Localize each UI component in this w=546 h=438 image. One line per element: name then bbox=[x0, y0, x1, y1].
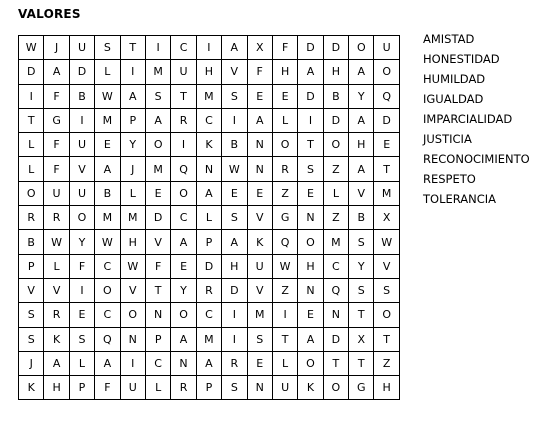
grid-cell[interactable]: E bbox=[69, 303, 94, 327]
page-title: VALORES bbox=[18, 7, 81, 21]
grid-row bbox=[19, 181, 400, 205]
grid-cell[interactable]: E bbox=[247, 181, 272, 205]
grid-cell[interactable]: I bbox=[196, 36, 221, 60]
grid-cell[interactable]: T bbox=[298, 133, 323, 157]
grid-cell[interactable]: Z bbox=[323, 157, 348, 181]
grid-cell[interactable]: N bbox=[196, 157, 221, 181]
grid-cell[interactable]: N bbox=[247, 376, 272, 400]
grid-cell[interactable]: S bbox=[19, 327, 44, 351]
grid-cell[interactable]: A bbox=[349, 60, 374, 84]
grid-cell[interactable]: K bbox=[196, 133, 221, 157]
grid-cell[interactable]: W bbox=[120, 254, 145, 278]
grid-row bbox=[19, 351, 400, 375]
grid-row bbox=[19, 327, 400, 351]
grid-cell[interactable]: I bbox=[145, 36, 170, 60]
grid-cell[interactable]: I bbox=[19, 84, 44, 108]
grid-cell[interactable]: S bbox=[95, 36, 120, 60]
grid-cell[interactable]: Z bbox=[272, 181, 297, 205]
grid-cell[interactable]: L bbox=[145, 376, 170, 400]
grid-cell[interactable]: F bbox=[44, 133, 69, 157]
grid-cell[interactable]: A bbox=[298, 60, 323, 84]
grid-cell[interactable]: H bbox=[374, 376, 399, 400]
grid-cell[interactable]: L bbox=[19, 157, 44, 181]
grid-cell[interactable]: M bbox=[145, 157, 170, 181]
grid-cell[interactable]: A bbox=[120, 84, 145, 108]
grid-cell[interactable]: G bbox=[272, 206, 297, 230]
grid-cell[interactable]: U bbox=[120, 376, 145, 400]
grid-cell[interactable]: S bbox=[374, 278, 399, 302]
grid-cell[interactable]: O bbox=[171, 303, 196, 327]
grid-cell[interactable]: D bbox=[298, 84, 323, 108]
grid-row bbox=[19, 108, 400, 132]
grid-cell[interactable]: L bbox=[196, 206, 221, 230]
grid-cell[interactable]: C bbox=[171, 36, 196, 60]
grid-cell[interactable]: A bbox=[171, 230, 196, 254]
grid-cell[interactable]: M bbox=[95, 206, 120, 230]
grid-cell[interactable]: Q bbox=[272, 230, 297, 254]
grid-cell[interactable]: U bbox=[69, 181, 94, 205]
grid-cell[interactable]: F bbox=[44, 157, 69, 181]
grid-cell[interactable]: Z bbox=[323, 206, 348, 230]
grid-cell[interactable]: Q bbox=[323, 278, 348, 302]
grid-cell[interactable]: M bbox=[145, 60, 170, 84]
grid-cell[interactable]: E bbox=[171, 254, 196, 278]
grid-cell[interactable]: U bbox=[44, 181, 69, 205]
grid-cell[interactable]: D bbox=[323, 327, 348, 351]
grid-cell[interactable]: Y bbox=[69, 230, 94, 254]
grid-cell[interactable]: G bbox=[44, 108, 69, 132]
grid-cell[interactable]: K bbox=[44, 327, 69, 351]
grid-cell[interactable]: B bbox=[349, 206, 374, 230]
grid-cell[interactable]: V bbox=[44, 278, 69, 302]
grid-cell[interactable]: P bbox=[69, 376, 94, 400]
grid-cell[interactable]: V bbox=[120, 278, 145, 302]
grid-cell[interactable]: U bbox=[272, 376, 297, 400]
grid-cell[interactable]: A bbox=[349, 157, 374, 181]
grid-cell[interactable]: L bbox=[19, 133, 44, 157]
grid-cell[interactable]: C bbox=[145, 351, 170, 375]
grid-row bbox=[19, 303, 400, 327]
grid-cell[interactable]: T bbox=[349, 303, 374, 327]
grid-cell[interactable]: X bbox=[374, 206, 399, 230]
grid-cell[interactable]: A bbox=[247, 108, 272, 132]
grid-cell[interactable]: I bbox=[120, 60, 145, 84]
grid-cell[interactable]: V bbox=[222, 60, 247, 84]
grid-cell[interactable]: H bbox=[323, 60, 348, 84]
grid-cell[interactable]: P bbox=[196, 230, 221, 254]
grid-row bbox=[19, 157, 400, 181]
grid-cell[interactable]: T bbox=[120, 36, 145, 60]
grid-cell[interactable]: N bbox=[298, 206, 323, 230]
grid-cell[interactable]: X bbox=[349, 327, 374, 351]
grid-cell[interactable]: H bbox=[298, 254, 323, 278]
grid-cell[interactable]: A bbox=[44, 60, 69, 84]
grid-cell[interactable]: E bbox=[95, 133, 120, 157]
grid-cell[interactable]: L bbox=[95, 60, 120, 84]
grid-cell[interactable]: O bbox=[95, 278, 120, 302]
grid-cell[interactable]: V bbox=[69, 157, 94, 181]
grid-cell[interactable]: O bbox=[349, 36, 374, 60]
grid-cell[interactable]: E bbox=[247, 351, 272, 375]
grid-cell[interactable]: I bbox=[222, 108, 247, 132]
grid-cell[interactable]: B bbox=[19, 230, 44, 254]
grid-cell[interactable]: W bbox=[19, 36, 44, 60]
grid-cell[interactable]: O bbox=[374, 60, 399, 84]
grid-cell[interactable]: M bbox=[196, 327, 221, 351]
grid-cell[interactable]: P bbox=[19, 254, 44, 278]
grid-cell[interactable]: S bbox=[349, 230, 374, 254]
grid-cell[interactable]: J bbox=[44, 36, 69, 60]
word-search-grid bbox=[18, 35, 400, 400]
grid-cell[interactable]: W bbox=[44, 230, 69, 254]
grid-row bbox=[19, 36, 400, 60]
grid-cell[interactable]: N bbox=[247, 157, 272, 181]
grid-cell[interactable]: I bbox=[298, 108, 323, 132]
grid-cell[interactable]: N bbox=[171, 351, 196, 375]
grid-cell[interactable]: E bbox=[222, 181, 247, 205]
grid-cell[interactable]: U bbox=[69, 133, 94, 157]
grid-cell[interactable]: I bbox=[120, 351, 145, 375]
grid-cell[interactable]: N bbox=[323, 303, 348, 327]
grid-cell[interactable]: I bbox=[69, 108, 94, 132]
grid-cell[interactable]: B bbox=[323, 84, 348, 108]
grid-cell[interactable]: D bbox=[323, 36, 348, 60]
grid-cell[interactable]: D bbox=[374, 108, 399, 132]
grid-cell[interactable]: Q bbox=[171, 157, 196, 181]
grid-cell[interactable]: T bbox=[323, 351, 348, 375]
grid-cell[interactable]: S bbox=[145, 84, 170, 108]
grid-cell[interactable]: S bbox=[222, 206, 247, 230]
grid-cell[interactable]: S bbox=[349, 278, 374, 302]
grid-cell[interactable]: L bbox=[272, 108, 297, 132]
grid-cell[interactable]: T bbox=[349, 351, 374, 375]
grid-cell[interactable]: I bbox=[222, 327, 247, 351]
grid-cell[interactable]: I bbox=[171, 133, 196, 157]
grid-cell[interactable]: B bbox=[69, 84, 94, 108]
grid-cell[interactable]: V bbox=[349, 181, 374, 205]
grid-cell[interactable]: L bbox=[272, 351, 297, 375]
grid-cell[interactable]: X bbox=[247, 36, 272, 60]
grid-cell[interactable]: W bbox=[374, 230, 399, 254]
grid-cell[interactable]: Y bbox=[171, 278, 196, 302]
grid-cell[interactable]: S bbox=[298, 157, 323, 181]
word-list-item: RESPETO bbox=[423, 172, 476, 186]
grid-cell[interactable]: R bbox=[44, 303, 69, 327]
word-list-item: IGUALDAD bbox=[423, 92, 484, 106]
grid-row bbox=[19, 230, 400, 254]
grid-cell[interactable]: A bbox=[349, 108, 374, 132]
grid-cell[interactable]: N bbox=[298, 278, 323, 302]
grid-cell[interactable]: T bbox=[19, 108, 44, 132]
grid-cell[interactable]: P bbox=[196, 376, 221, 400]
grid-cell[interactable]: G bbox=[349, 376, 374, 400]
grid-cell[interactable]: Z bbox=[272, 278, 297, 302]
grid-cell[interactable]: L bbox=[323, 181, 348, 205]
grid-cell[interactable]: O bbox=[323, 133, 348, 157]
grid-cell[interactable]: Y bbox=[349, 84, 374, 108]
grid-cell[interactable]: Z bbox=[374, 351, 399, 375]
grid-cell[interactable]: D bbox=[145, 206, 170, 230]
grid-cell[interactable]: F bbox=[69, 254, 94, 278]
grid-cell[interactable]: I bbox=[69, 278, 94, 302]
grid-row bbox=[19, 60, 400, 84]
grid-cell[interactable]: Y bbox=[120, 133, 145, 157]
grid-cell[interactable]: V bbox=[374, 254, 399, 278]
grid-cell[interactable]: V bbox=[145, 230, 170, 254]
word-list-item: JUSTICIA bbox=[423, 132, 472, 146]
word-list-item: HONESTIDAD bbox=[423, 52, 500, 66]
grid-row bbox=[19, 278, 400, 302]
grid-cell[interactable]: D bbox=[323, 108, 348, 132]
grid-cell[interactable]: R bbox=[44, 206, 69, 230]
grid-cell[interactable]: U bbox=[69, 36, 94, 60]
grid-cell[interactable]: B bbox=[222, 133, 247, 157]
grid-cell[interactable]: H bbox=[222, 254, 247, 278]
grid-cell[interactable]: K bbox=[19, 376, 44, 400]
grid-cell[interactable]: H bbox=[272, 60, 297, 84]
grid-cell[interactable]: O bbox=[374, 303, 399, 327]
grid-cell[interactable]: F bbox=[145, 254, 170, 278]
grid-cell[interactable]: O bbox=[272, 133, 297, 157]
grid-cell[interactable]: A bbox=[196, 181, 221, 205]
grid-cell[interactable]: K bbox=[298, 376, 323, 400]
grid-cell[interactable]: J bbox=[120, 157, 145, 181]
grid-cell[interactable]: A bbox=[145, 108, 170, 132]
grid-cell[interactable]: F bbox=[44, 84, 69, 108]
grid-cell[interactable]: C bbox=[196, 303, 221, 327]
grid-cell[interactable]: D bbox=[222, 278, 247, 302]
grid-cell[interactable]: W bbox=[222, 157, 247, 181]
grid-cell[interactable]: Y bbox=[349, 254, 374, 278]
grid-cell[interactable]: A bbox=[95, 351, 120, 375]
grid-cell[interactable]: P bbox=[120, 108, 145, 132]
grid-cell[interactable]: L bbox=[120, 181, 145, 205]
word-list bbox=[423, 31, 530, 211]
grid-cell[interactable]: A bbox=[44, 351, 69, 375]
grid-cell[interactable]: D bbox=[19, 60, 44, 84]
grid-cell[interactable]: D bbox=[298, 36, 323, 60]
grid-cell[interactable]: W bbox=[95, 230, 120, 254]
grid-cell[interactable]: M bbox=[374, 181, 399, 205]
grid-cell[interactable]: R bbox=[171, 108, 196, 132]
grid-cell[interactable]: A bbox=[196, 351, 221, 375]
grid-cell[interactable]: M bbox=[95, 108, 120, 132]
grid-cell[interactable]: R bbox=[272, 157, 297, 181]
grid-row bbox=[19, 206, 400, 230]
grid-cell[interactable]: D bbox=[69, 60, 94, 84]
grid-cell[interactable]: O bbox=[171, 181, 196, 205]
grid-cell[interactable]: A bbox=[298, 327, 323, 351]
grid-cell[interactable]: O bbox=[69, 206, 94, 230]
grid-cell[interactable]: S bbox=[222, 376, 247, 400]
grid-cell[interactable]: N bbox=[120, 327, 145, 351]
grid-cell[interactable]: U bbox=[171, 60, 196, 84]
grid-cell[interactable]: O bbox=[145, 133, 170, 157]
grid-cell[interactable]: B bbox=[95, 181, 120, 205]
grid-cell[interactable]: F bbox=[95, 376, 120, 400]
grid-cell[interactable]: R bbox=[222, 351, 247, 375]
grid-cell[interactable]: E bbox=[374, 133, 399, 157]
grid-cell[interactable]: Q bbox=[374, 84, 399, 108]
grid-cell[interactable]: M bbox=[196, 84, 221, 108]
grid-cell[interactable]: S bbox=[222, 84, 247, 108]
grid-cell[interactable]: H bbox=[196, 60, 221, 84]
grid-cell[interactable]: O bbox=[323, 376, 348, 400]
grid-cell[interactable]: F bbox=[247, 60, 272, 84]
grid-cell[interactable]: L bbox=[69, 351, 94, 375]
grid-cell[interactable]: M bbox=[247, 303, 272, 327]
grid-cell[interactable]: M bbox=[120, 206, 145, 230]
grid-cell[interactable]: L bbox=[44, 254, 69, 278]
grid-cell[interactable]: S bbox=[19, 303, 44, 327]
grid-row bbox=[19, 376, 400, 400]
grid-cell[interactable]: R bbox=[19, 206, 44, 230]
grid-row bbox=[19, 254, 400, 278]
grid-cell[interactable]: R bbox=[196, 278, 221, 302]
grid-cell[interactable]: A bbox=[171, 327, 196, 351]
grid-cell[interactable]: I bbox=[272, 303, 297, 327]
grid-cell[interactable]: S bbox=[247, 327, 272, 351]
grid-cell[interactable]: W bbox=[272, 254, 297, 278]
grid-cell[interactable]: F bbox=[272, 36, 297, 60]
grid-cell[interactable]: A bbox=[222, 36, 247, 60]
grid-cell[interactable]: I bbox=[222, 303, 247, 327]
grid-cell[interactable]: O bbox=[19, 181, 44, 205]
grid-cell[interactable]: E bbox=[298, 181, 323, 205]
grid-cell[interactable]: C bbox=[95, 303, 120, 327]
grid-cell[interactable]: U bbox=[374, 36, 399, 60]
grid-cell[interactable]: V bbox=[247, 278, 272, 302]
word-list-item: IMPARCIALIDAD bbox=[423, 112, 513, 126]
grid-cell[interactable]: V bbox=[19, 278, 44, 302]
grid-row bbox=[19, 84, 400, 108]
grid-cell[interactable]: E bbox=[298, 303, 323, 327]
grid-cell[interactable]: O bbox=[298, 351, 323, 375]
word-list-item: AMISTAD bbox=[423, 32, 475, 46]
grid-cell[interactable]: R bbox=[171, 376, 196, 400]
grid-cell[interactable]: K bbox=[247, 230, 272, 254]
grid-cell[interactable]: M bbox=[323, 230, 348, 254]
grid-row bbox=[19, 133, 400, 157]
grid-cell[interactable]: O bbox=[120, 303, 145, 327]
word-list-item: TOLERANCIA bbox=[423, 192, 497, 206]
grid-cell[interactable]: E bbox=[247, 84, 272, 108]
grid-cell[interactable]: C bbox=[323, 254, 348, 278]
grid-cell[interactable]: T bbox=[374, 327, 399, 351]
grid-cell[interactable]: H bbox=[120, 230, 145, 254]
grid-cell[interactable]: T bbox=[272, 327, 297, 351]
grid-cell[interactable]: C bbox=[196, 108, 221, 132]
grid-cell[interactable]: N bbox=[247, 133, 272, 157]
grid-cell[interactable]: H bbox=[44, 376, 69, 400]
grid-cell[interactable]: E bbox=[145, 181, 170, 205]
grid-cell[interactable]: A bbox=[222, 230, 247, 254]
grid-cell[interactable]: P bbox=[145, 327, 170, 351]
word-list-item: RECONOCIMIENTO bbox=[423, 152, 530, 166]
grid-cell[interactable]: V bbox=[247, 206, 272, 230]
grid-cell[interactable]: T bbox=[374, 157, 399, 181]
grid-cell[interactable]: U bbox=[247, 254, 272, 278]
grid-cell[interactable]: H bbox=[349, 133, 374, 157]
grid-cell[interactable]: C bbox=[95, 254, 120, 278]
grid-cell[interactable]: J bbox=[19, 351, 44, 375]
grid-cell[interactable]: T bbox=[171, 84, 196, 108]
grid-cell[interactable]: Q bbox=[95, 327, 120, 351]
word-list-item: HUMILDAD bbox=[423, 72, 486, 86]
grid-cell[interactable]: D bbox=[196, 254, 221, 278]
grid-cell[interactable]: S bbox=[69, 327, 94, 351]
grid-cell[interactable]: N bbox=[145, 303, 170, 327]
grid-cell[interactable]: A bbox=[95, 157, 120, 181]
grid-cell[interactable]: T bbox=[145, 278, 170, 302]
grid-cell[interactable]: O bbox=[298, 230, 323, 254]
grid-cell[interactable]: E bbox=[272, 84, 297, 108]
grid-cell[interactable]: W bbox=[95, 84, 120, 108]
grid-cell[interactable]: C bbox=[171, 206, 196, 230]
